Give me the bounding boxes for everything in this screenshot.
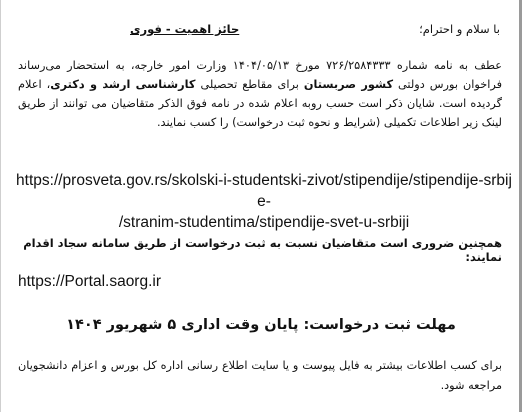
- scholarship-link[interactable]: [16, 170, 512, 233]
- scan-edge-left: [0, 0, 1, 412]
- body-text-part3: ، اعلام گردیده است. شایان ذکر است حسب روبه اعلام شده در نامه فوق الذکر متقاضیان می توانند از طریق لینک زیر اطلاعات تکمیلی (شرایط و نحوه ثبت درخواست) را کسب نمایند.: [18, 78, 502, 129]
- body-text-part2: برای مقاطع تحصیلی: [195, 78, 304, 91]
- deadline-heading: مهلت ثبت درخواست: پایان وقت اداری ۵ شهریور ۱۴۰۴: [66, 317, 456, 333]
- scholarship-link-line1[interactable]: https://prosveta.gov.rs/skolski-i-studentski-zivot/stipendije/stipendije-srbije-: [16, 172, 512, 210]
- degree-levels: کارشناسی ارشد و دکتری: [50, 78, 196, 91]
- country-name: کشور صربستان: [303, 78, 394, 91]
- urgency-label: حائز اهمیت - فوری: [130, 22, 240, 36]
- footer-note: برای کسب اطلاعات بیشتر به فایل پیوست و یا سایت اطلاع رسانی اداره کل بورس و اعزام دانشجویان مراجعه شود.: [18, 359, 502, 392]
- scholarship-link-line2[interactable]: /stranim-studentima/stipendije-svet-u-srbiji: [118, 214, 410, 231]
- portal-link[interactable]: https://Portal.saorg.ir: [18, 273, 162, 290]
- greeting: با سلام و احترام؛: [419, 22, 500, 36]
- body-paragraph: [18, 56, 502, 132]
- registration-instruction: همچنین ضروری است متقاضیان نسبت به ثبت درخواست از طریق سامانه سجاد اقدام نمایند:: [23, 236, 502, 264]
- body-text-part1: عطف به نامه شماره ۷۲۶/۲۵۸۴۳۳۳ مورخ ۱۴۰۴/۰۵/۱۳ وزارت امور خارجه، به استحضار می‌رساند فراخوان بورس دولتی: [18, 59, 503, 91]
